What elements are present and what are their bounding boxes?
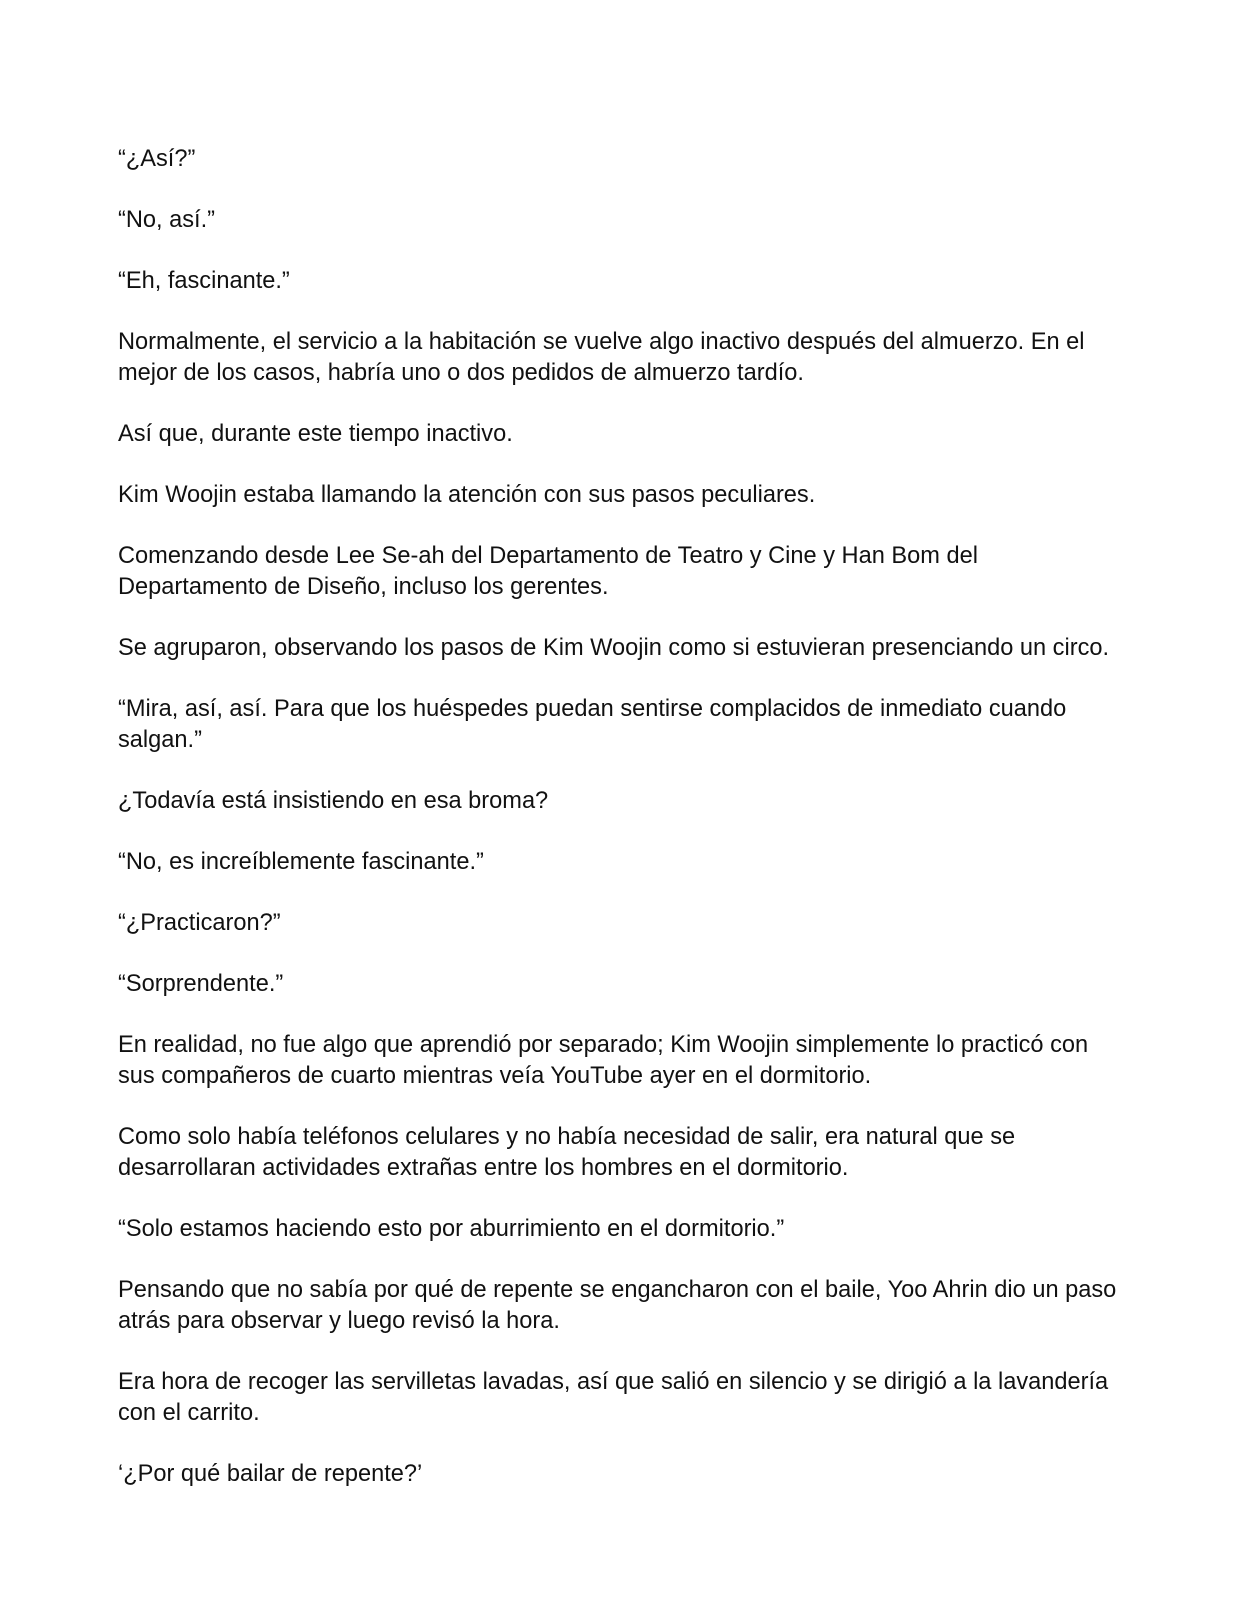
paragraph: Pensando que no sabía por qué de repente se engancharon con el baile, Yoo Ahrin dio un paso atrás para observar y luego revisó la hora.	[118, 1277, 1117, 1334]
paragraph: Comenzando desde Lee Se-ah del Departamento de Teatro y Cine y Han Bom del Departamento de Diseño, incluso los gerentes.	[118, 543, 978, 600]
paragraph: “No, así.”	[118, 207, 216, 233]
paragraph: ¿Todavía está insistiendo en esa broma?	[118, 788, 549, 814]
paragraph: ‘¿Por qué bailar de repente?’	[118, 1461, 423, 1487]
paragraph: “No, es increíblemente fascinante.”	[118, 849, 484, 875]
paragraph: En realidad, no fue algo que aprendió por separado; Kim Woojin simplemente lo practicó con sus compañeros de cuarto mientras veía YouTube ayer en el dormitorio.	[118, 1032, 1089, 1089]
paragraph: “Eh, fascinante.”	[118, 268, 290, 294]
paragraph: Así que, durante este tiempo inactivo.	[118, 421, 513, 447]
paragraph: “Solo estamos haciendo esto por aburrimiento en el dormitorio.”	[118, 1216, 785, 1242]
paragraph: Era hora de recoger las servilletas lavadas, así que salió en silencio y se dirigió a la lavandería con el carrito.	[118, 1369, 1109, 1426]
paragraph: Kim Woojin estaba llamando la atención con sus pasos peculiares.	[118, 482, 816, 508]
paragraph: Normalmente, el servicio a la habitación se vuelve algo inactivo después del almuerzo. En el mejor de los casos, habría uno o dos pedidos de almuerzo tardío.	[118, 329, 1085, 386]
paragraph: Como solo había teléfonos celulares y no había necesidad de salir, era natural que se desarrollaran actividades extrañas entre los hombres en el dormitorio.	[118, 1124, 1016, 1181]
paragraph: “Mira, así, así. Para que los huéspedes puedan sentirse complacidos de inmediato cuando salgan.”	[118, 696, 1067, 753]
paragraph: “¿Así?”	[118, 146, 196, 172]
paragraph: “Sorprendente.”	[118, 971, 284, 997]
document-body	[118, 144, 1128, 1520]
paragraph: “¿Practicaron?”	[118, 910, 281, 936]
paragraph: Se agruparon, observando los pasos de Kim Woojin como si estuvieran presenciando un circo.	[118, 635, 1110, 661]
